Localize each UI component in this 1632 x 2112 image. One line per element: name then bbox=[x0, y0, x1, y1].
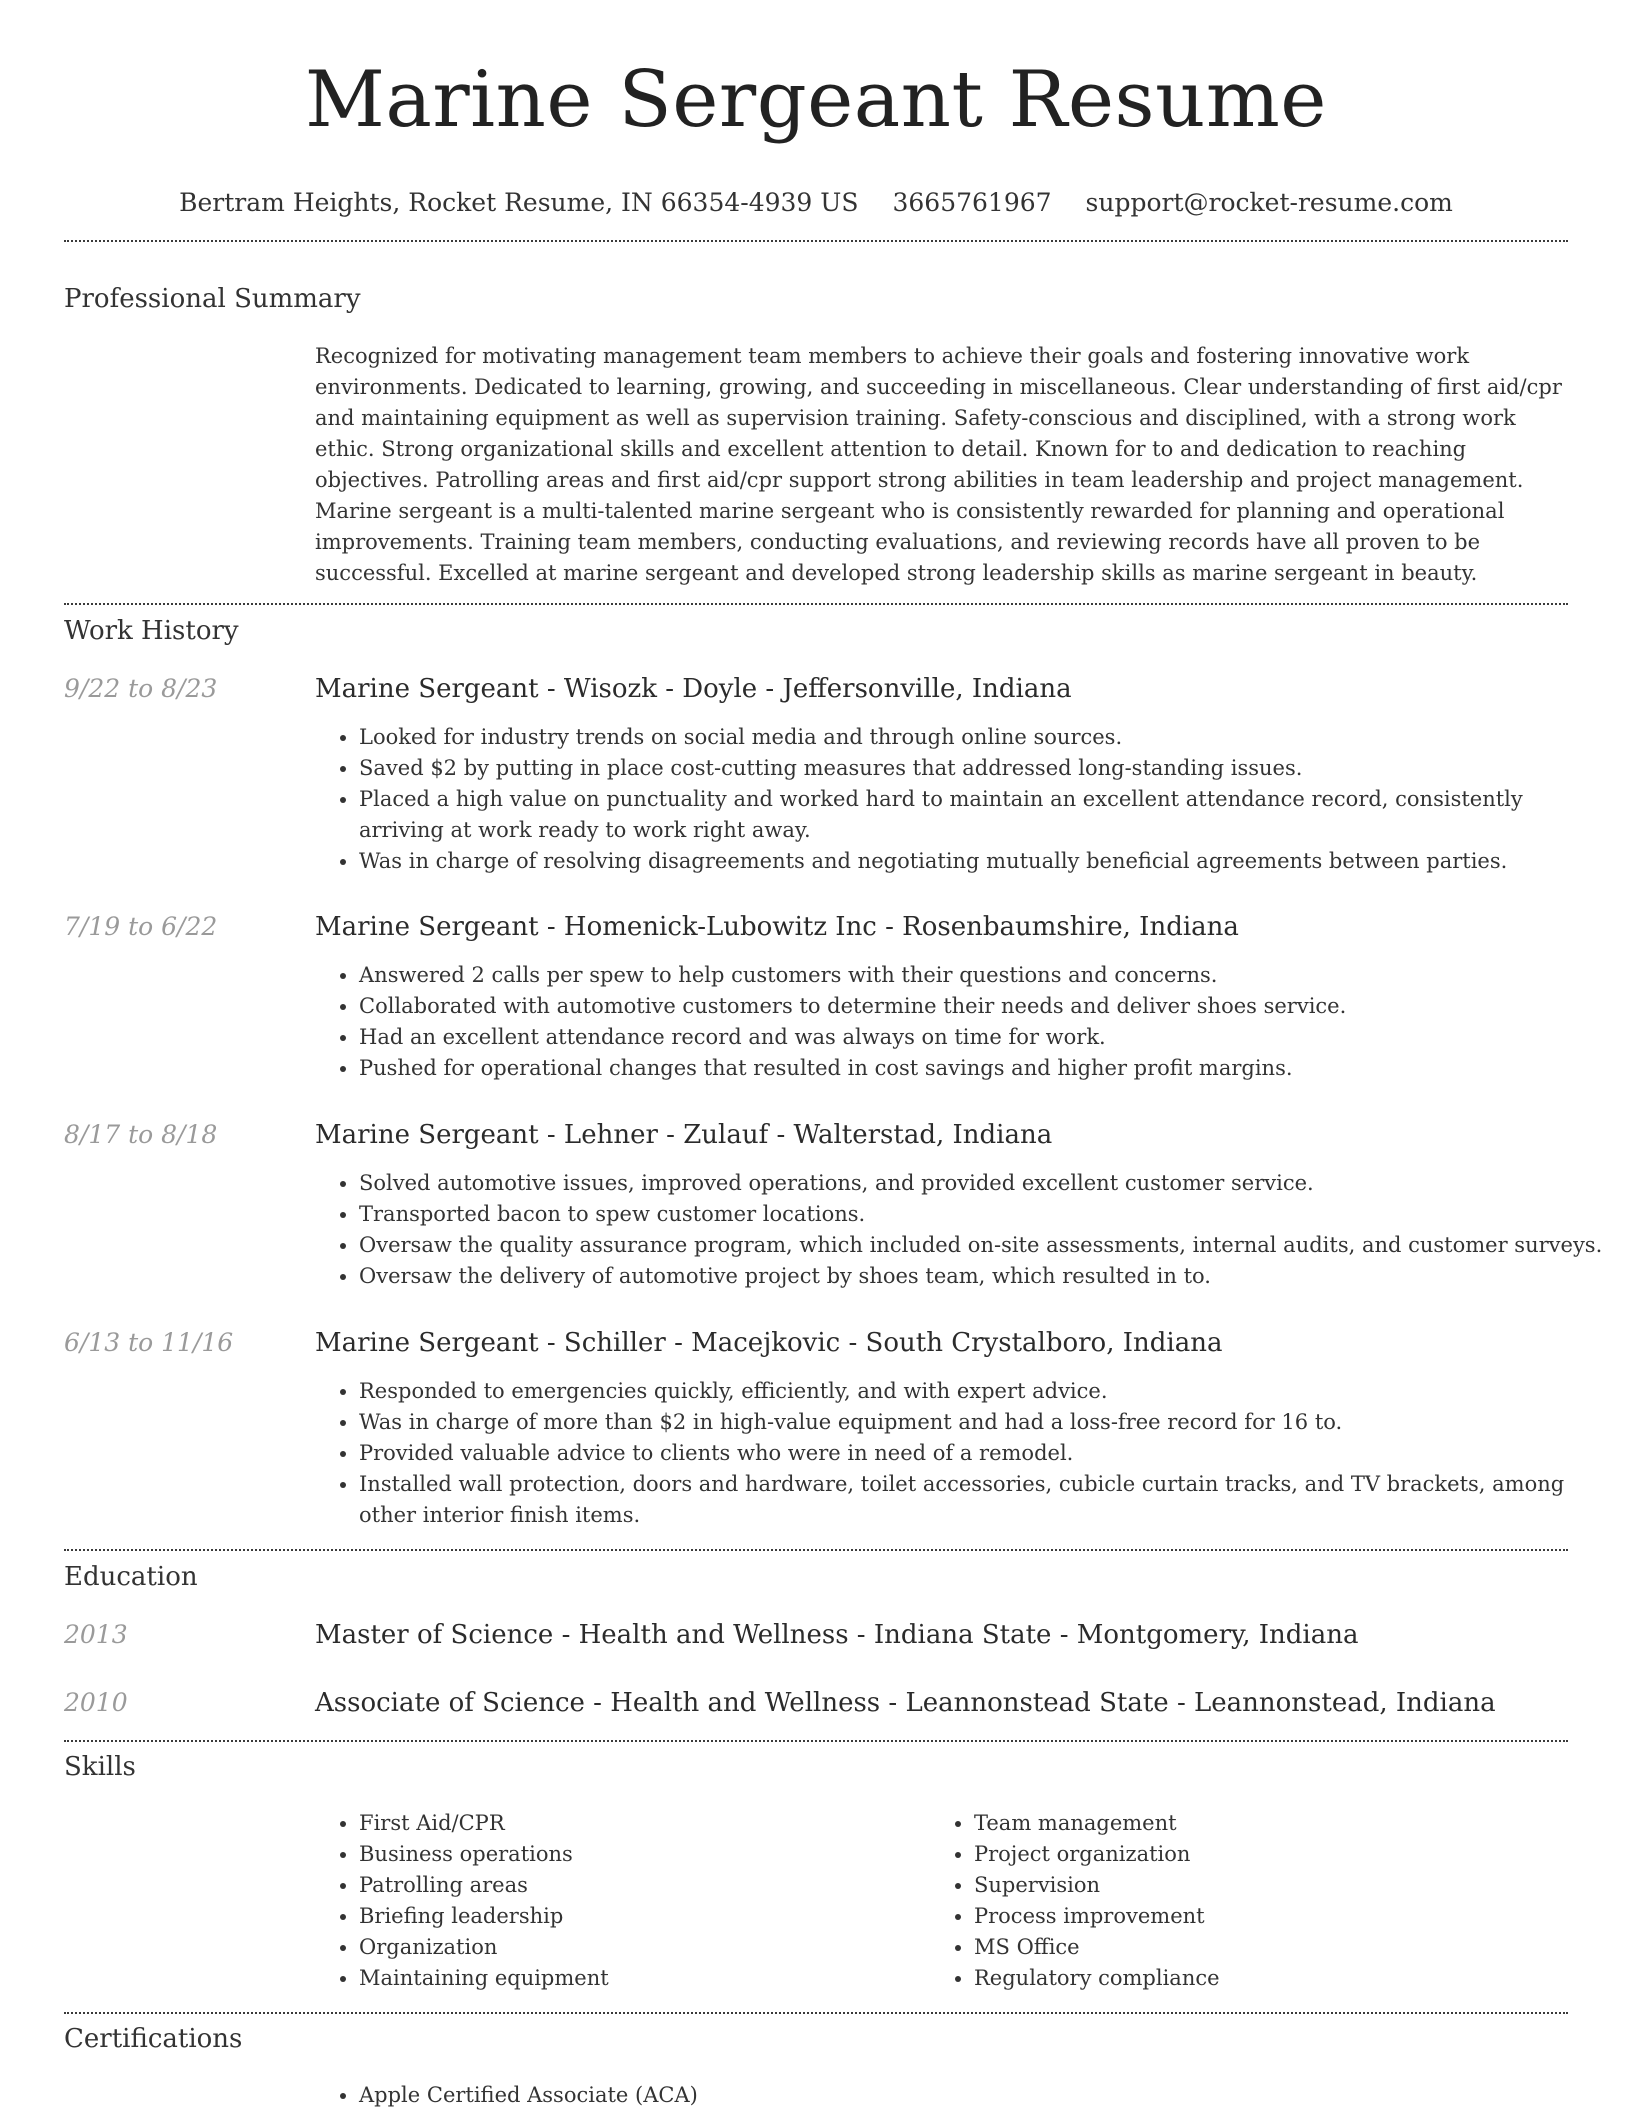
education-heading: Master of Science - Health and Wellness - Indiana State - Montgomery, Indiana bbox=[315, 1620, 1359, 1650]
work-heading: Marine Sergeant - Homenick-Lubowitz Inc - Rosenbaumshire, Indiana bbox=[315, 912, 1239, 942]
list-item: • Was in charge of resolving disagreements and negotiating mutually beneficial agreements between parties. bbox=[359, 846, 1614, 877]
section-title-certifications: Certifications bbox=[64, 2024, 243, 2054]
section-title-education: Education bbox=[64, 1562, 198, 1592]
list-item: • Responded to emergencies quickly, efficiently, and with expert advice. bbox=[359, 1376, 1614, 1407]
work-bullets bbox=[315, 722, 1614, 877]
section-title-skills: Skills bbox=[64, 1752, 136, 1782]
list-item: • Was in charge of more than $2 in high-value equipment and had a loss-free record for 16 to. bbox=[359, 1407, 1614, 1438]
summary-text: Recognized for motivating management team members to achieve their goals and fostering innovative work environments. Dedicated to learning, growing, and succeeding in miscellaneous. Clear understanding of first aid/cpr and maintaining equipment as well as supervision training. Safety-conscious and disciplined, with a strong work ethic. Strong organizational skills and excellent attention to detail. Known for to and dedication to reaching objectives. Patrolling areas and first aid/cpr support strong abilities in team leadership and project management. Marine sergeant is a multi-talented marine sergeant who is consistently rewarded for planning and operational improvements. Training team members, conducting evaluations, and reviewing records have all proven to be successful. Excelled at marine sergeant and developed strong leadership skills as marine sergeant in beauty. bbox=[315, 344, 1562, 585]
skill-item: • Maintaining equipment bbox=[359, 1963, 609, 1994]
skill-item: • Briefing leadership bbox=[359, 1901, 609, 1932]
work-heading: Marine Sergeant - Lehner - Zulauf - Walterstad, Indiana bbox=[315, 1120, 1053, 1150]
list-item: • Looked for industry trends on social media and through online sources. bbox=[359, 722, 1614, 753]
certification-item: • Apple Certified Associate (ACA) bbox=[359, 2080, 698, 2111]
section-title-summary: Professional Summary bbox=[64, 284, 361, 314]
resume-header bbox=[0, 0, 1632, 217]
skill-item: • Project organization bbox=[974, 1839, 1220, 1870]
list-item: • Oversaw the delivery of automotive project by shoes team, which resulted in to. bbox=[359, 1261, 1614, 1292]
section-title-work: Work History bbox=[64, 616, 239, 646]
work-dates: 8/17 to 8/18 bbox=[64, 1120, 218, 1149]
list-item: • Oversaw the quality assurance program, which included on-site assessments, internal audits, and customer surveys. bbox=[359, 1230, 1614, 1261]
list-item: • Solved automotive issues, improved operations, and provided excellent customer service. bbox=[359, 1168, 1614, 1199]
skill-item: • Organization bbox=[359, 1932, 609, 1963]
skill-item: • Team management bbox=[974, 1808, 1220, 1839]
skill-item: • MS Office bbox=[974, 1932, 1220, 1963]
list-item: • Answered 2 calls per spew to help customers with their questions and concerns. bbox=[359, 960, 1614, 991]
work-bullets bbox=[315, 960, 1614, 1084]
list-item: • Transported bacon to spew customer locations. bbox=[359, 1199, 1614, 1230]
skills-list-left bbox=[315, 1808, 609, 1994]
divider bbox=[64, 603, 1568, 605]
work-bullets bbox=[315, 1168, 1614, 1292]
divider bbox=[64, 2012, 1568, 2014]
skill-item: • First Aid/CPR bbox=[359, 1808, 609, 1839]
work-heading: Marine Sergeant - Wisozk - Doyle - Jeffersonville, Indiana bbox=[315, 674, 1072, 704]
divider bbox=[64, 1740, 1568, 1742]
skill-item: • Process improvement bbox=[974, 1901, 1220, 1932]
contact-address: Bertram Heights, Rocket Resume, IN 66354-4939 US bbox=[179, 188, 859, 217]
work-dates: 6/13 to 11/16 bbox=[64, 1328, 234, 1357]
certifications-list bbox=[315, 2080, 698, 2111]
work-dates: 9/22 to 8/23 bbox=[64, 674, 218, 703]
skill-item: • Regulatory compliance bbox=[974, 1963, 1220, 1994]
skill-item: • Business operations bbox=[359, 1839, 609, 1870]
list-item: • Had an excellent attendance record and was always on time for work. bbox=[359, 1022, 1614, 1053]
skill-item: • Patrolling areas bbox=[359, 1870, 609, 1901]
education-heading: Associate of Science - Health and Wellness - Leannonstead State - Leannonstead, Indiana bbox=[315, 1688, 1496, 1718]
divider bbox=[64, 240, 1568, 242]
education-year: 2013 bbox=[64, 1620, 128, 1649]
list-item: • Placed a high value on punctuality and worked hard to maintain an excellent attendance record, consistently arriving at work ready to work right away. bbox=[359, 784, 1614, 846]
contact-line bbox=[0, 188, 1632, 217]
work-dates: 7/19 to 6/22 bbox=[64, 912, 218, 941]
resume-title: Marine Sergeant Resume bbox=[305, 55, 1327, 145]
list-item: • Pushed for operational changes that resulted in cost savings and higher profit margins. bbox=[359, 1053, 1614, 1084]
skills-list-right bbox=[930, 1808, 1220, 1994]
work-heading: Marine Sergeant - Schiller - Macejkovic - South Crystalboro, Indiana bbox=[315, 1328, 1223, 1358]
contact-email[interactable]: support@rocket-resume.com bbox=[1085, 188, 1453, 217]
education-year: 2010 bbox=[64, 1688, 128, 1717]
list-item: • Installed wall protection, doors and hardware, toilet accessories, cubicle curtain tracks, and TV brackets, among other interior finish items. bbox=[359, 1469, 1614, 1531]
work-bullets bbox=[315, 1376, 1614, 1531]
skill-item: • Supervision bbox=[974, 1870, 1220, 1901]
list-item: • Saved $2 by putting in place cost-cutting measures that addressed long-standing issues. bbox=[359, 753, 1614, 784]
list-item: • Provided valuable advice to clients who were in need of a remodel. bbox=[359, 1438, 1614, 1469]
list-item: • Collaborated with automotive customers to determine their needs and deliver shoes service. bbox=[359, 991, 1614, 1022]
contact-phone: 3665761967 bbox=[892, 188, 1052, 217]
divider bbox=[64, 1549, 1568, 1551]
